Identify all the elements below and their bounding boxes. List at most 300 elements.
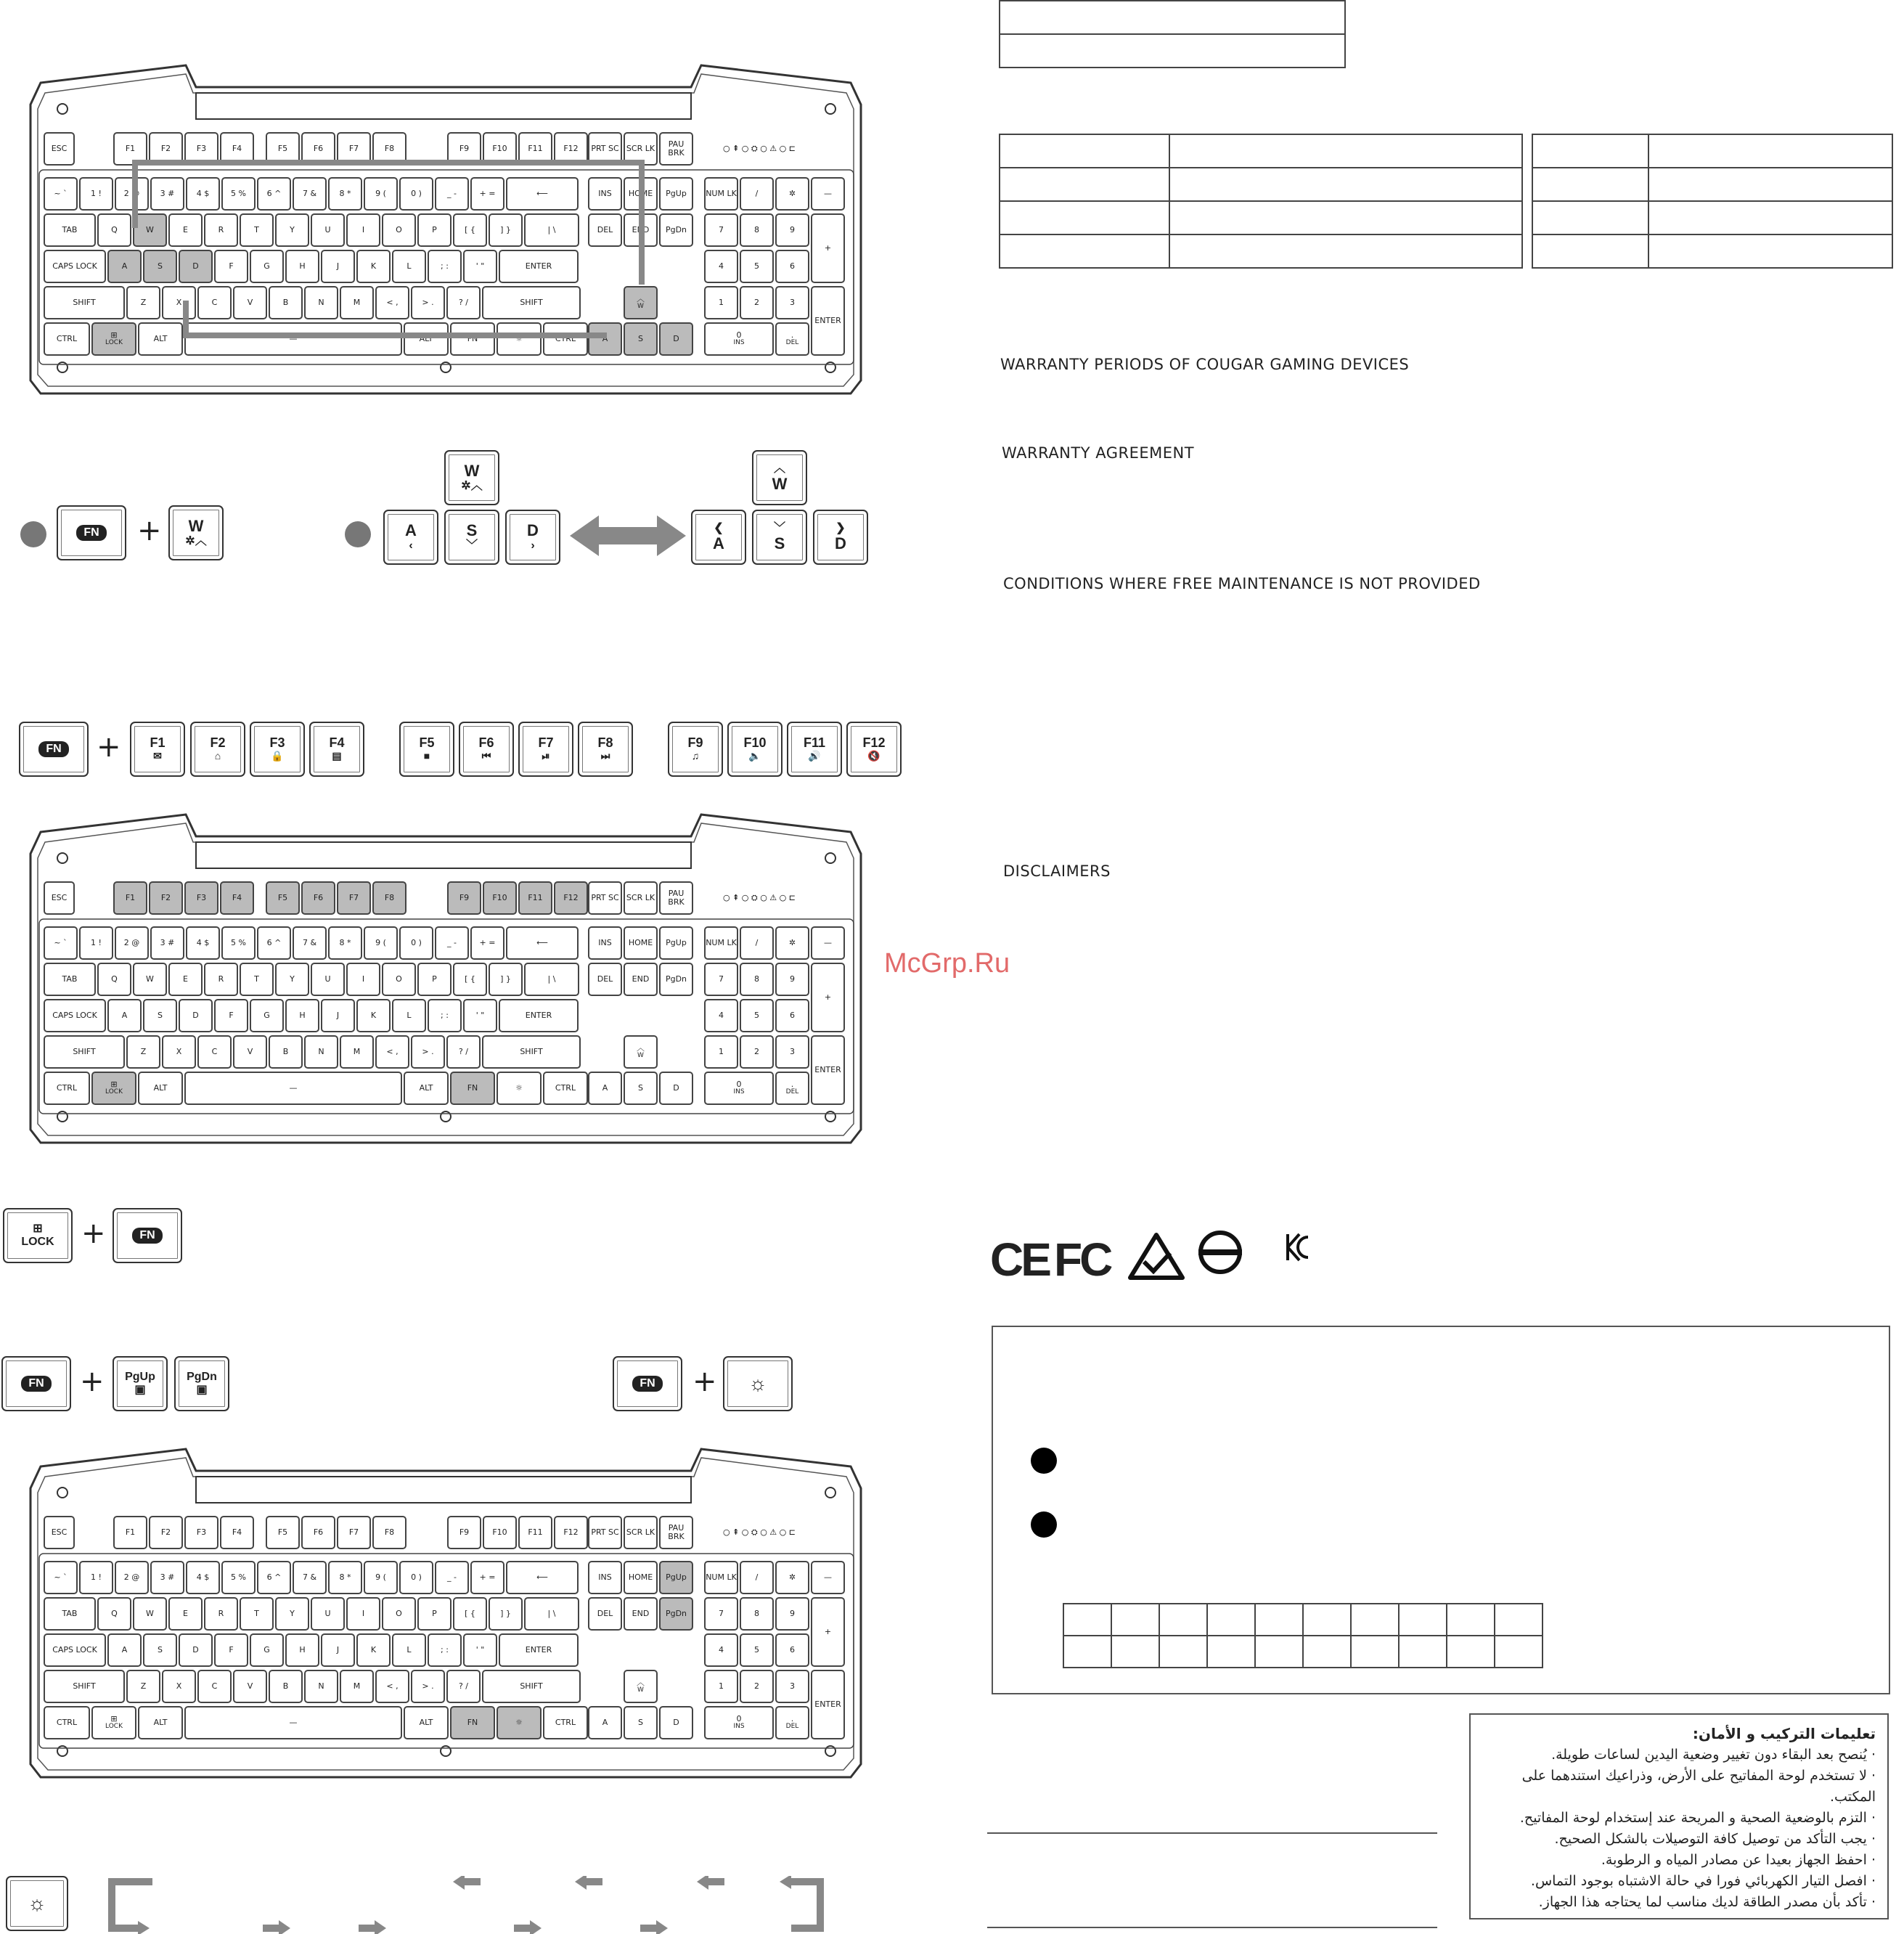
key-legend: W (146, 224, 154, 234)
key-legend: ALT (419, 1082, 433, 1093)
number-key (150, 926, 184, 960)
table-cell (1532, 134, 1648, 168)
key-legend: S (638, 1082, 643, 1093)
key-legend: T (254, 224, 259, 234)
key-legend: N (318, 1681, 324, 1691)
key-legend: 0 ) (411, 937, 422, 947)
key-legend: 4 $ (196, 1572, 210, 1582)
nav-key (588, 963, 622, 996)
numpad-key (704, 1561, 738, 1594)
tab-key (44, 1597, 96, 1631)
table-cell (1399, 1604, 1447, 1636)
table-cell (1447, 1604, 1495, 1636)
chevron-left-icon: ❮ (714, 522, 724, 535)
f-key-legend: F10 (743, 735, 767, 751)
media-icon: 🔒 (271, 750, 284, 762)
key-legend: [ { (465, 1608, 475, 1618)
key-legend: U (324, 224, 331, 234)
key-legend: 6 ^ (266, 1572, 282, 1582)
key-legend: J (336, 261, 340, 271)
letter-key (240, 963, 274, 996)
numpad-key (740, 999, 774, 1032)
key-legend: N (318, 297, 324, 307)
media-icon: 🔈 (748, 750, 761, 762)
esc-key (44, 1516, 75, 1549)
number-key (364, 926, 398, 960)
key-legend: PgUp (666, 937, 687, 947)
letter-key (107, 250, 142, 283)
numpad-key (775, 999, 809, 1032)
key-legend: M (353, 297, 361, 307)
light-icon: ☼ (28, 1891, 46, 1914)
numpad-key (740, 1597, 774, 1631)
key-legend: ' " (475, 1644, 485, 1654)
key-legend: I (361, 974, 365, 984)
key-sub-legend: INS (733, 339, 745, 347)
table-cell (1207, 1636, 1255, 1668)
key-legend: ~ ` (54, 188, 68, 198)
key-legend: HOME (628, 1572, 653, 1582)
key-legend: D (192, 1644, 199, 1654)
key-legend: INS (598, 1572, 612, 1582)
table-cell (1447, 1636, 1495, 1668)
fn-key (19, 722, 89, 777)
f1-key (130, 722, 185, 777)
light-key (497, 322, 542, 356)
key-legend: ESC (51, 892, 68, 902)
number-key (257, 177, 291, 211)
key-legend: ︿ (637, 1043, 645, 1053)
key-legend: I (361, 224, 365, 234)
key-legend: [ { (465, 224, 475, 234)
key-legend: Y (290, 224, 295, 234)
key-legend: 6 ^ (266, 937, 282, 947)
letter-key (411, 286, 445, 319)
key-sub-legend: LOCK (105, 339, 123, 347)
plus-sign: + (80, 1365, 105, 1398)
key-legend: Z (140, 1046, 147, 1056)
letter-key (233, 286, 267, 319)
nav-key (624, 926, 658, 960)
number-key (115, 177, 149, 211)
key-legend: F9 (459, 1527, 470, 1537)
media-icon: 🔇 (867, 750, 881, 762)
shift-key (44, 1035, 125, 1069)
number-key (150, 177, 184, 211)
letter-key (143, 1633, 177, 1667)
key-legend: INS (598, 188, 612, 198)
media-icon: ▤ (332, 750, 342, 762)
key-legend: C (211, 1046, 218, 1056)
key-legend: Q (111, 224, 118, 234)
numpad-key (704, 177, 738, 211)
key-legend: > . (422, 297, 434, 307)
key-legend: PgDn (665, 224, 687, 234)
key-legend: PRT SC (591, 143, 619, 153)
number-key (79, 177, 113, 211)
letter-key (304, 286, 338, 319)
table-cell (1000, 168, 1169, 201)
key-legend: F12 (563, 892, 579, 902)
shift-key (482, 286, 581, 319)
key-legend: FN (467, 1082, 478, 1093)
numpad-enter-key (811, 1035, 845, 1105)
key-legend: T (254, 1608, 259, 1618)
letter-key (240, 1597, 274, 1631)
letter-key (346, 963, 380, 996)
key-legend: C (211, 297, 218, 307)
lock-legend: LOCK (21, 1236, 54, 1248)
letter-key (269, 1035, 303, 1069)
w-key (168, 505, 224, 560)
f4-key (309, 722, 364, 777)
arrow-key (659, 322, 693, 356)
letter-key (489, 963, 523, 996)
key-legend: END (632, 974, 650, 984)
table-cell (1169, 134, 1522, 168)
key-legend: ALT (419, 1717, 433, 1727)
f-key-legend: F12 (862, 735, 886, 751)
ce-mark: CE (990, 1233, 1049, 1286)
number-key (399, 926, 433, 960)
key-legend: _ - (447, 1572, 457, 1582)
nav-key (659, 213, 693, 247)
letter-key (285, 999, 319, 1032)
f-key-legend: F1 (150, 735, 166, 751)
key-legend: CTRL (56, 333, 78, 343)
arrow-key (588, 1072, 622, 1105)
key-legend: ] } (500, 974, 511, 984)
key-legend: A (602, 1082, 608, 1093)
key-legend: _ - (447, 188, 457, 198)
key-legend: ESC (51, 1527, 68, 1537)
win-key (91, 1706, 136, 1739)
letter-key (214, 999, 248, 1032)
key-legend: ✲ (788, 937, 796, 947)
letter-key (269, 1670, 303, 1703)
key-legend: + = (479, 188, 496, 198)
caps-key (44, 250, 106, 283)
nav-key (588, 177, 622, 211)
key-legend: 6 ^ (266, 188, 282, 198)
letter-key (392, 250, 426, 283)
key-legend: CTRL (555, 333, 576, 343)
key-legend: F1 (125, 1527, 136, 1537)
key-legend: SHIFT (73, 1046, 96, 1056)
numpad-key (775, 286, 809, 319)
key-legend: E (183, 224, 188, 234)
arrow-up-key (752, 450, 807, 505)
key-legend: F4 (232, 892, 242, 902)
media-icon: 🔊 (808, 750, 821, 762)
pgdn-legend: PgDn (187, 1371, 217, 1384)
key-legend: — (289, 1082, 298, 1093)
key-legend: SHIFT (73, 297, 96, 307)
letter-key (311, 1597, 345, 1631)
key-legend: 4 $ (196, 937, 210, 947)
key-legend: F11 (528, 892, 543, 902)
fn-key (450, 322, 495, 356)
nav-key (588, 1597, 622, 1631)
key-legend: + = (479, 1572, 496, 1582)
nav-key (588, 132, 622, 166)
key-sub-legend: INS (733, 1088, 745, 1096)
nav-key (624, 1516, 658, 1549)
fn-legend: FN (632, 1376, 662, 1392)
letter-key (204, 963, 238, 996)
key-sub-legend: LOCK (105, 1723, 123, 1731)
numpad-key (740, 250, 774, 283)
numpad-dot-key (775, 1706, 809, 1739)
f-key (149, 881, 183, 915)
f-key-legend: F6 (478, 735, 494, 751)
numpad-key (740, 1633, 774, 1667)
key-legend: D (673, 1717, 679, 1727)
win-key (91, 322, 136, 356)
arabic-safety-item: · التزم بالوضعية الصحية و المريحة عند إستخدام لوحة المفاتيح. (1519, 1810, 1876, 1826)
numpad-dot-key (775, 322, 809, 356)
svg-text:○ ⇞ ○ ⛭ ○ ⚠ ○ ⊏: ○ ⇞ ○ ⛭ ○ ⚠ ○ ⊏ (723, 893, 796, 902)
backspace-key (506, 1561, 579, 1594)
key-legend: 4 $ (196, 188, 210, 198)
double-arrow-icon (570, 514, 686, 558)
key-legend: K (370, 1644, 377, 1654)
nav-key (588, 1516, 622, 1549)
svg-text:○ ⇞ ○ ⛭ ○ ⚠ ○ ⊏: ○ ⇞ ○ ⛭ ○ ⚠ ○ ⊏ (723, 1527, 796, 1537)
esc-key (44, 132, 75, 166)
f-key (220, 132, 254, 166)
table-cell (1063, 1604, 1111, 1636)
table-cell (1000, 201, 1169, 234)
key-legend: H (299, 1644, 306, 1654)
number-key (44, 926, 78, 960)
nav-key (659, 177, 693, 211)
alt-key (404, 1706, 449, 1739)
key-legend: ALT (153, 333, 168, 343)
key-legend: . (790, 330, 794, 340)
number-key (150, 1561, 184, 1594)
key-legend: P (432, 1608, 437, 1618)
warranty-period-table-right (1532, 134, 1893, 269)
f-key (266, 881, 300, 915)
letter-key (346, 213, 380, 247)
key-legend: / (755, 1572, 759, 1582)
numpad-key (775, 1597, 809, 1631)
key-sub-legend: DEL (785, 1723, 799, 1731)
key-legend: ⟵ (536, 937, 548, 947)
key-legend: SCR LK (626, 1527, 655, 1537)
table-cell (1063, 1636, 1111, 1668)
key-legend: F4 (232, 1527, 242, 1537)
numpad-key (740, 177, 774, 211)
numpad-key (811, 1561, 845, 1594)
key-legend: F3 (196, 1527, 207, 1537)
f-key (554, 881, 588, 915)
key-legend: INS (598, 937, 612, 947)
table-cell (1532, 201, 1648, 234)
f-key (113, 881, 147, 915)
light-key (6, 1876, 68, 1931)
letter-key (204, 213, 238, 247)
letter-key (321, 999, 355, 1032)
pgdn-key (174, 1356, 229, 1411)
conditions-heading: CONDITIONS WHERE FREE MAINTENANCE IS NOT PROVIDED (1003, 575, 1481, 592)
key-legend: Q (111, 1608, 118, 1618)
key-legend: 9 (790, 974, 795, 984)
numpad-plus-key (811, 1597, 845, 1667)
key-legend: 7 (719, 224, 724, 234)
key-legend: PRT SC (591, 1527, 619, 1537)
key-legend: HOME (628, 937, 653, 947)
key-legend: CTRL (56, 1717, 78, 1727)
ctrl-key (44, 1072, 90, 1105)
table-cell (1495, 1604, 1543, 1636)
key-legend: SCR LK (626, 892, 655, 902)
letter-key (162, 1670, 196, 1703)
letter-key (463, 1633, 497, 1667)
enter-key (499, 1633, 579, 1667)
d-legend: D (835, 534, 846, 552)
numpad-key (704, 1597, 738, 1631)
number-key (470, 926, 504, 960)
key-legend: SHIFT (520, 1681, 543, 1691)
arrow-up-key (624, 286, 658, 319)
table-cell (1255, 1636, 1303, 1668)
key-legend: M (353, 1046, 361, 1056)
win-key (91, 1072, 136, 1105)
key-legend: PAU BRK (668, 888, 685, 907)
key-sub-legend: DEL (785, 339, 799, 347)
key-legend: D (192, 261, 199, 271)
w-legend: W (464, 462, 480, 481)
rcm-mark (1128, 1233, 1185, 1281)
number-key (44, 1561, 78, 1594)
key-legend: 2 (754, 1681, 759, 1691)
key-legend: FN (467, 333, 478, 343)
arabic-safety-item: · لا تستخدم لوحة المفاتيح على الأرض، وذراعيك استندهما على المكتب. (1521, 1768, 1876, 1805)
key-legend: 8 (754, 224, 759, 234)
nav-key (659, 132, 693, 166)
number-key (328, 177, 362, 211)
space-key (184, 1072, 402, 1105)
f-key-legend: F4 (329, 735, 345, 751)
key-legend: CTRL (56, 1082, 78, 1093)
number-key (257, 1561, 291, 1594)
chevron-up-icon: ︿ (773, 462, 785, 476)
key-legend: — (289, 333, 298, 343)
brightness-down-icon: ▣ (196, 1384, 208, 1396)
numpad-zero-key (704, 1706, 774, 1739)
plus-sign: + (81, 1217, 106, 1250)
key-legend: F5 (277, 143, 288, 153)
key-legend: F6 (313, 143, 324, 153)
letter-key (340, 1035, 374, 1069)
key-legend: < , (386, 1046, 399, 1056)
table-cell (1532, 168, 1648, 201)
nav-key (659, 1561, 693, 1594)
shift-key (482, 1670, 581, 1703)
key-legend: / (755, 937, 759, 947)
letter-key (382, 963, 416, 996)
w-legend: W (188, 517, 204, 536)
number-key (328, 926, 362, 960)
letter-key (392, 1633, 426, 1667)
alt-key (404, 1072, 449, 1105)
table-cell (1255, 1604, 1303, 1636)
table-cell (1111, 1636, 1159, 1668)
key-legend: TAB (62, 224, 78, 234)
f-key (447, 1516, 481, 1549)
key-legend: ⊞ (110, 1080, 118, 1089)
key-legend: ENTER (525, 261, 552, 271)
arrow-key (588, 1706, 622, 1739)
chevron-right-icon: ❯ (835, 522, 846, 535)
key-legend: ✲ (788, 1572, 796, 1582)
table-cell (1648, 168, 1892, 201)
number-key (470, 177, 504, 211)
table-cell (1207, 1604, 1255, 1636)
key-legend: C (211, 1681, 218, 1691)
arrow-key (624, 1072, 658, 1105)
letter-key (162, 1035, 196, 1069)
numpad-key (775, 1561, 809, 1594)
f-key-legend: F5 (419, 735, 435, 751)
key-legend: F8 (384, 892, 395, 902)
key-legend: 6 (790, 1644, 795, 1654)
letter-key (428, 250, 462, 283)
arabic-safety-list (1482, 1745, 1876, 1913)
fn-legend: FN (38, 741, 68, 757)
table-cell (1495, 1636, 1543, 1668)
tab-key (44, 963, 96, 996)
key-legend: S (158, 261, 163, 271)
key-legend: FN (467, 1717, 478, 1727)
f-key (220, 1516, 254, 1549)
key-legend: 9 ( (375, 1572, 386, 1582)
key-legend: O (396, 224, 402, 234)
key-legend: 5 (754, 261, 759, 271)
letter-key (411, 1670, 445, 1703)
key-legend: CTRL (555, 1717, 576, 1727)
letter-key (311, 213, 345, 247)
number-key (221, 177, 256, 211)
fn-key (450, 1072, 495, 1105)
key-legend: B (282, 1681, 289, 1691)
number-key (115, 926, 149, 960)
key-legend: G (263, 1644, 270, 1654)
f-key-legend: F8 (597, 735, 613, 751)
letter-key (304, 1670, 338, 1703)
s-legend: S (774, 534, 785, 552)
numpad-key (775, 250, 809, 283)
key-legend: DEL (597, 224, 613, 234)
backlight-mode-cycle-arrows (102, 1876, 828, 1934)
key-sub-legend: DEL (785, 1088, 799, 1096)
numpad-key (704, 250, 738, 283)
letter-key (162, 286, 196, 319)
light-key (497, 1072, 542, 1105)
numpad-key (775, 213, 809, 247)
key-legend: A (602, 333, 608, 343)
numpad-key (704, 286, 738, 319)
f5-key (399, 722, 454, 777)
letter-key (356, 1633, 391, 1667)
nav-key (659, 881, 693, 915)
key-legend: ? / (458, 1681, 469, 1691)
table-cell (1351, 1636, 1399, 1668)
warranty-agreement-heading: WARRANTY AGREEMENT (1002, 444, 1195, 462)
letter-key (97, 1597, 131, 1631)
